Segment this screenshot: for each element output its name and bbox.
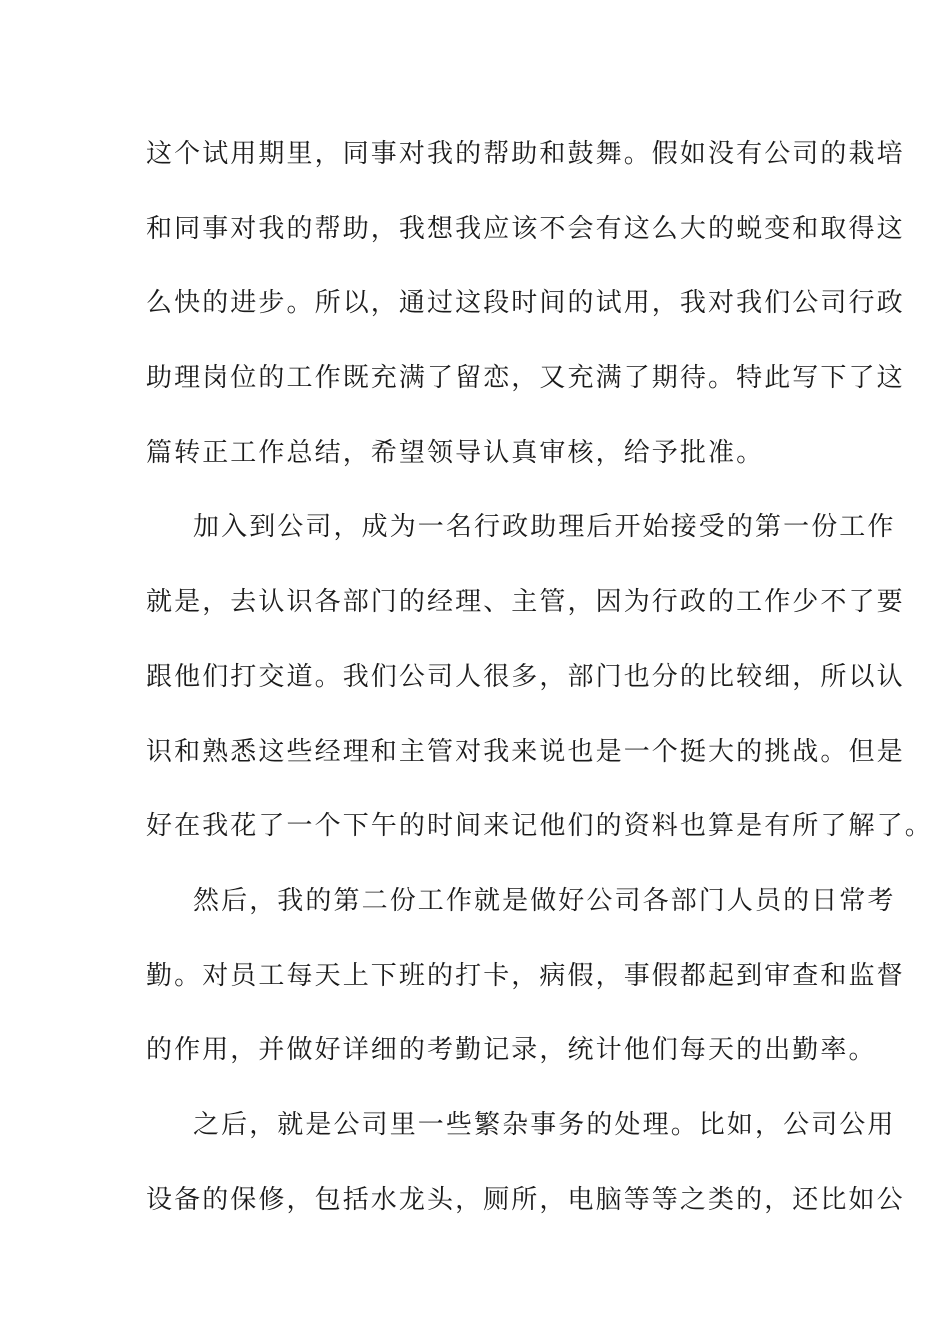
text-line: 篇转正工作总结，希望领导认真审核，给予批准。 <box>146 437 765 468</box>
text-line: 跟他们打交道。我们公司人很多，部门也分的比较细，所以认 <box>146 661 905 692</box>
text-line: 设备的保修，包括水龙头，厕所，电脑等等之类的，还比如公 <box>146 1184 905 1215</box>
document-body <box>146 129 933 1249</box>
paragraph-first-line: 然后，我的第二份工作就是做好公司各部门人员的日常考 <box>193 885 896 916</box>
text-line: 和同事对我的帮助，我想我应该不会有这么大的蜕变和取得这 <box>146 213 905 244</box>
text-line: 好在我花了一个下午的时间来记他们的资料也算是有所了解了。 <box>146 811 933 842</box>
text-line: 识和熟悉这些经理和主管对我来说也是一个挺大的挑战。但是 <box>146 736 905 767</box>
text-line: 助理岗位的工作既充满了留恋，又充满了期待。特此写下了这 <box>146 363 905 394</box>
text-line: 的作用，并做好详细的考勤记录，统计他们每天的出勤率。 <box>146 1035 877 1066</box>
text-line: 就是，去认识各部门的经理、主管，因为行政的工作少不了要 <box>146 587 905 618</box>
paragraph-first-line: 加入到公司，成为一名行政助理后开始接受的第一份工作 <box>193 512 896 543</box>
text-line: 这个试用期里，同事对我的帮助和鼓舞。假如没有公司的栽培 <box>146 139 905 169</box>
text-line: 勤。对员工每天上下班的打卡，病假，事假都起到审查和监督 <box>146 960 905 991</box>
text-line: 么快的进步。所以，通过这段时间的试用，我对我们公司行政 <box>146 288 905 319</box>
paragraph-first-line: 之后，就是公司里一些繁杂事务的处理。比如，公司公用 <box>193 1109 896 1140</box>
